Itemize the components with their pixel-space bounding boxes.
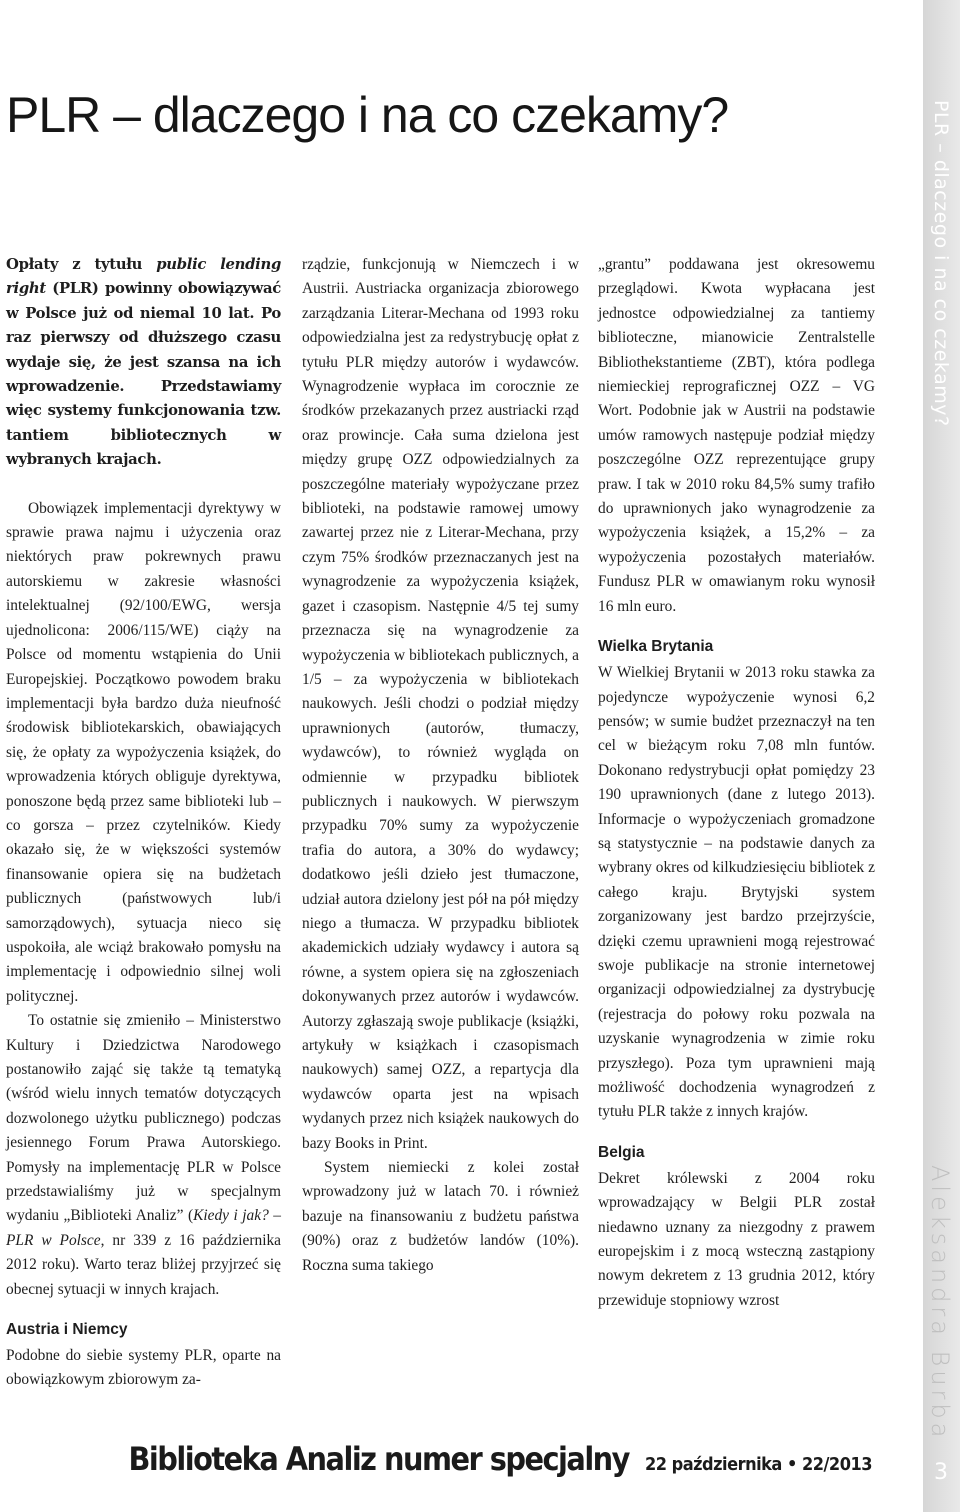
lead-text-end: (PLR) powinny obowiązywać w Polsce już od niemal 10 lat. Po raz pierwszy od dłuższego czasu wydaje się, że jest szansa na ich wprowadzenie. Przedstawiamy więc systemy funkcjonowania tzw. tantiem bibliotecznych w wybranych krajach. bbox=[6, 280, 281, 469]
page-footer bbox=[128, 1440, 872, 1478]
publication-name: Biblioteka Analiz numer specjalny bbox=[128, 1440, 629, 1478]
article-column-3 bbox=[598, 253, 875, 1313]
page-number: 3 bbox=[934, 1460, 948, 1485]
paragraph: rządzie, funkcjonują w Niemczech i w Austrii. Austriacka organizacja zbiorowego zarządzania Literar-Mechana od 1993 roku odpowiedzialna jest za redystrybucję opłat z tytułu PLR między autorów i wydawców. Wynagrodzenie wypłaca im corocznie ze środków przekazanych przez austriacki rząd oraz prowincje. Cała suma dzielona jest między grupę OZZ odpowiedzialnych za poszczególne materiały wypożyczane przez biblioteki, na podstawie ramowej umowy zawartej przez nie z Literar-Mechana, przy czym 75% środków przeznaczanych jest na wynagrodzenie za wypożyczenia książek, gazet i czasopism. Następnie 4/5 tej sumy przeznacza się na wynagrodzenie za wypożyczenia w bibliotekach publicznych, a 1/5 – za wypożyczenia w bibliotekach naukowych. Jeśli chodzi o podział między uprawnionych (autorów, tłumaczy, wydawców), to również wygląda on odmiennie w przypadku bibliotek publicznych i naukowych. W pierwszym przypadku 70% sumy za wypożyczenie trafia do autora, a 30% do wydawcy; dodatkowo jeśli dzieło jest tłumaczone, udział autora dzielony jest pół na pół między niego a tłumacza. W przypadku bibliotek akademickich udziały wydawcy i autora są równe, a system opiera się na zgłoszeniach dokonywanych przez autorów i wydawców. Autorzy zgłaszają swoje publikacje (książki, artykuły w książkach i czasopismach naukowych) samej OZZ, a repartycja dla wydawców oparta jest na wpisach wydanych przez nich książek naukowych do bazy Books in Print. bbox=[302, 256, 579, 1152]
issue-date: 22 października • 22/2013 bbox=[644, 1454, 872, 1475]
paragraph: System niemiecki z kolei został wprowadzony już w latach 70. i również bazuje na finansowaniu z budżetu państwa (90%) oraz z budżetów landów (10%). Roczna suma takiego bbox=[302, 1159, 579, 1274]
paragraph: „grantu” poddawana jest okresowemu przeglądowi. Kwota wypłacana jest jednostce odpowiedzialnej za tantiemy biblioteczne, mianowicie Zentralstelle Bibliothekstantieme (ZBT), która podlega niemieckiej reprograficznej OZZ – VG Wort. Podobnie jak w Austrii na podstawie umów ramowych następuje podział między poszczególne OZZ reprezentujące grupy praw. I tak w 2010 roku 84,5% sumy trafiło do uprawnionych jako wynagrodzenie za wypożyczenia książek, a 15,2% – za wypożyczenia pozostałych materiałów. Fundusz PLR w omawianym roku wynosił 16 mln euro. bbox=[598, 256, 875, 615]
lead-text-start: Opłaty z tytułu bbox=[6, 256, 157, 273]
lead-emphasis: public lending right bbox=[6, 256, 281, 298]
paragraph: Podobne do siebie systemy PLR, oparte na obowiązkowym zbiorowym za- bbox=[6, 1347, 281, 1389]
article-lead bbox=[6, 253, 281, 473]
section-heading-belgium: Belgia bbox=[598, 1143, 645, 1161]
article-title: PLR – dlaczego i na co czekamy? bbox=[6, 87, 729, 143]
sidebar bbox=[923, 0, 960, 1512]
sidebar-title: PLR – dlaczego i na co czekamy? bbox=[930, 100, 952, 427]
paragraph: Obowiązek implementacji dyrektywy w sprawie prawa najmu i użyczenia oraz niektórych praw pokrewnych prawu autorskiemu w zakresie własności intelektualnej (92/100/EWG, wersja ujednolicona: 2006/115/WE) ciąży na Polsce od momentu wstąpienia do Unii Europejskiej. Początkowo powodem braku implementacji była bardzo duża nieufność środowisk bibliotekarskich, obawiających się, że opłaty za wypożyczenia książek, do wprowadzenia których obliguje dyrektywa, ponoszone będą przez same biblioteki lub – co gorsza – przez czytelników. Kiedy okazało się, że w większości systemów finansowanie opiera się na budżetach publicznych (państwowych lub/i samorządowych), sytuacja nieco się uspokoiła, ale wciąż brakowało pomysłu na implementację i odpowiednio silnej woli politycznej. bbox=[6, 499, 281, 1005]
paragraph-text: To ostatnie się zmieniło – Ministerstwo Kultury i Dziedzictwa Narodowego postanowiło zająć się także tą tematyką (wśród wielu innych tematów dotyczących dozwolonego użytku publicznego) podczas jesiennego Forum Prawa Autorskiego. Pomysły na implementację PLR w Polsce przedstawialiśmy już w specjalnym wydaniu „Biblioteki Analiz” ( bbox=[6, 1012, 281, 1225]
article-column-2 bbox=[302, 253, 579, 1278]
paragraph-text: , nr 339 z 16 października 2012 roku). Warto teraz bliżej przyjrzeć się obecnej sytuacji w innych krajach. bbox=[6, 1231, 282, 1298]
sidebar-author: Aleksandra Burba bbox=[926, 1165, 954, 1442]
paragraph: Dekret królewski z 2004 roku wprowadzający w Belgii PLR został niedawno uznany za niezgodny z prawem europejskim i z mocą wsteczną zastąpiony nowym dekretem z 13 grudnia 2012, który przewiduje stopniowy wzrost bbox=[598, 1169, 875, 1309]
paragraph: W Wielkiej Brytanii w 2013 roku stawka za pojedyncze wypożyczenie wynosi 6,2 pensów; w sumie budżet przeznaczył na ten cel w bieżącym roku 7,08 mln funtów. Dokonano redystrybucji opłat pomiędzy 23 190 uprawnionych (dane z lutego 2013). Informacje o wypożyczeniach gromadzone są statystycznie – na podstawie danych za wybrany okres od kilkudziesięciu bibliotek z całego kraju. Brytyjski system zorganizowany jest bardzo przejrzyście, dzięki czemu uprawnieni mogą rejestrować swoje publikacje na stronie internetowej organizacji odpowiedzialnej za dystrybucję (rejestracja do połowy roku pozwala na uzyskanie wynagrodzenia w zimie roku przyszłego). Poza tym uprawnieni mają możliwość dochodzenia wynagrodzeń z tytułu PLR także z innych krajów. bbox=[598, 664, 875, 1121]
section-heading-uk: Wielka Brytania bbox=[598, 638, 714, 656]
article-column-1 bbox=[6, 253, 281, 1393]
paragraph bbox=[6, 1009, 281, 1302]
citation-title: Kiedy i jak? – PLR w Polsce bbox=[6, 1207, 281, 1249]
section-heading-austria: Austria i Niemcy bbox=[6, 1321, 128, 1339]
